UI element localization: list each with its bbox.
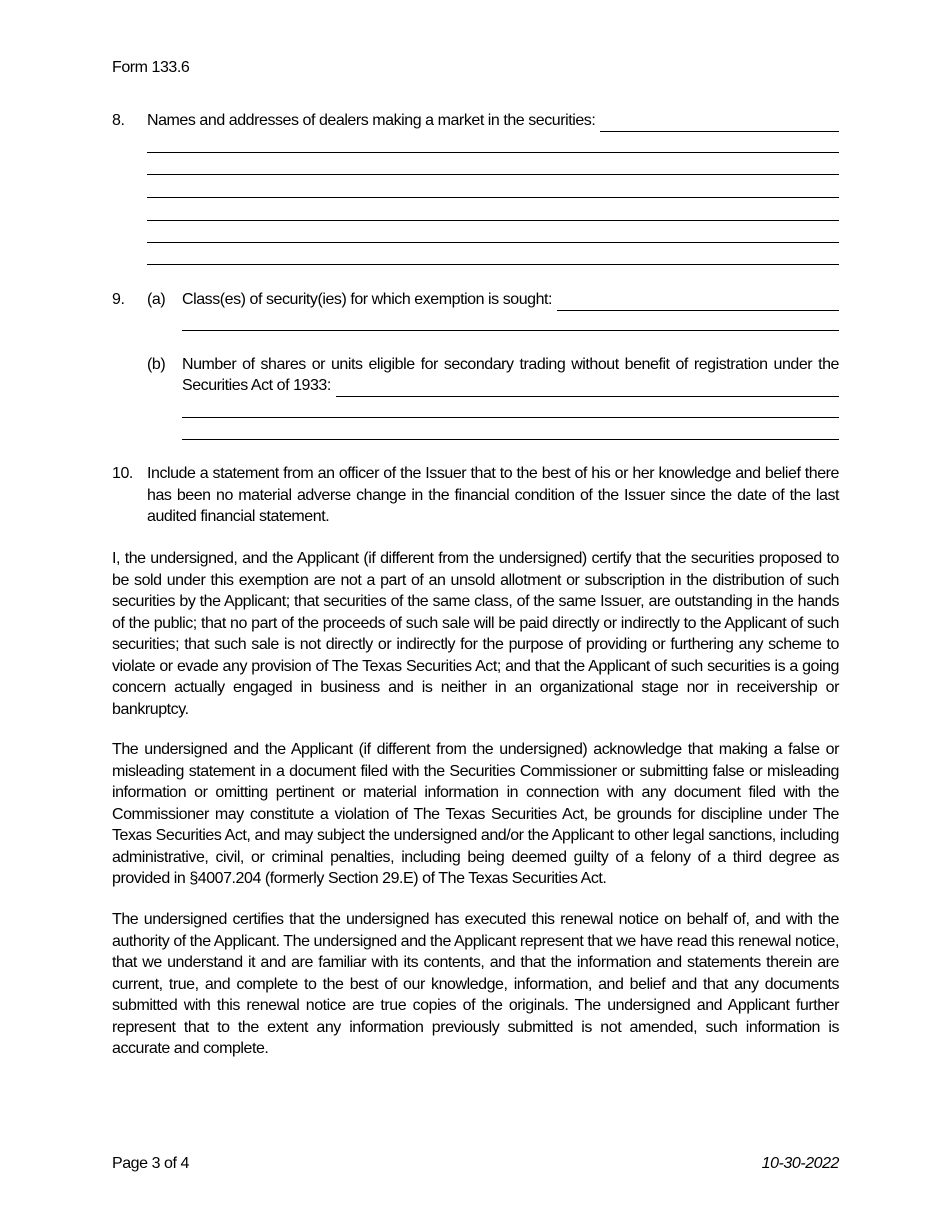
item-9b-answer-line[interactable] xyxy=(182,417,839,418)
item-9b-answer-line[interactable] xyxy=(182,439,839,440)
item-8-answer-line[interactable] xyxy=(147,152,839,153)
execution-paragraph: The undersigned certifies that the undersigned has executed this renewal notice on behalf of, and with the authority of the Applicant. The undersigned and the Applicant represent that we have read this renewal notice, that we understand it and are familiar with its contents, and that the information and statements therein are current, true, and complete to the best of our knowledge, information, and belief and that any documents submitted with this renewal notice are true copies of the originals. The undersigned and Applicant further represent that to the extent any information previously submitted is not amended, such information is accurate and complete. xyxy=(112,911,839,1057)
item-9-number: 9. xyxy=(112,291,125,308)
item-8-answer-line[interactable] xyxy=(147,197,839,198)
item-9b-label: (b) xyxy=(147,356,166,373)
item-8-answer-line[interactable] xyxy=(147,264,839,265)
revision-date: 10-30-2022 xyxy=(761,1155,839,1172)
item-9b-text-line1: Number of shares or units eligible for secondary trading without benefit of registration under the xyxy=(182,356,839,373)
item-8-question xyxy=(147,110,839,132)
item-9b-question xyxy=(182,375,839,397)
page-number: Page 3 of 4 xyxy=(112,1155,189,1172)
item-9a-text: Class(es) of security(ies) for which exemption is sought: xyxy=(182,291,553,308)
certification-paragraph: I, the undersigned, and the Applicant (if different from the undersigned) certify that the securities proposed to be sold under this exemption are not a part of an unsold allotment or subscription in the distribution of such securities by the Applicant; that securities of the same class, of the same Issuer, are outstanding in the hands of the public; that no part of the proceeds of such sale will be paid directly or indirectly to the Applicant of such securities; that such sale is not directly or indirectly for the purpose of providing or furthering any scheme to violate or evade any provision of The Texas Securities Act; and that the Applicant of such securities is a going concern actually engaged in business and is neither in an organizational stage nor in receivership or bankruptcy. xyxy=(112,550,839,718)
item-9b-answer-field[interactable] xyxy=(336,380,839,397)
item-9b-text-line2: Securities Act of 1933: xyxy=(182,377,331,394)
item-10-text: Include a statement from an officer of the Issuer that to the best of his or her knowledge and belief there has been no material adverse change in the financial condition of the Issuer since the date of the last audited financial statement. xyxy=(147,465,839,525)
item-8-answer-line[interactable] xyxy=(147,220,839,221)
item-8-answer-field[interactable] xyxy=(600,115,839,132)
item-8-number: 8. xyxy=(112,112,125,129)
item-9a-answer-field[interactable] xyxy=(557,294,839,311)
item-8-answer-line[interactable] xyxy=(147,174,839,175)
item-8-label: Names and addresses of dealers making a market in the securities: xyxy=(147,112,596,129)
item-9a-label: (a) xyxy=(147,291,166,308)
acknowledgement-paragraph: The undersigned and the Applicant (if different from the undersigned) acknowledge that making a false or misleading statement in a document filed with the Securities Commissioner or submitting false or misleading information or omitting pertinent or material information in connection with any document filed with the Commissioner may constitute a violation of The Texas Securities Act, be grounds for discipline under The Texas Securities Act, and may subject the undersigned and/or the Applicant to other legal sanctions, including administrative, civil, or criminal penalties, including being deemed guilty of a felony of a third degree as provided in §4007.204 (formerly Section 29.E) of The Texas Securities Act. xyxy=(112,741,839,887)
item-8-answer-line[interactable] xyxy=(147,242,839,243)
form-number: Form 133.6 xyxy=(112,59,190,76)
item-9a-question xyxy=(182,289,839,311)
item-9a-answer-line[interactable] xyxy=(182,330,839,331)
item-10-number: 10. xyxy=(112,465,133,482)
